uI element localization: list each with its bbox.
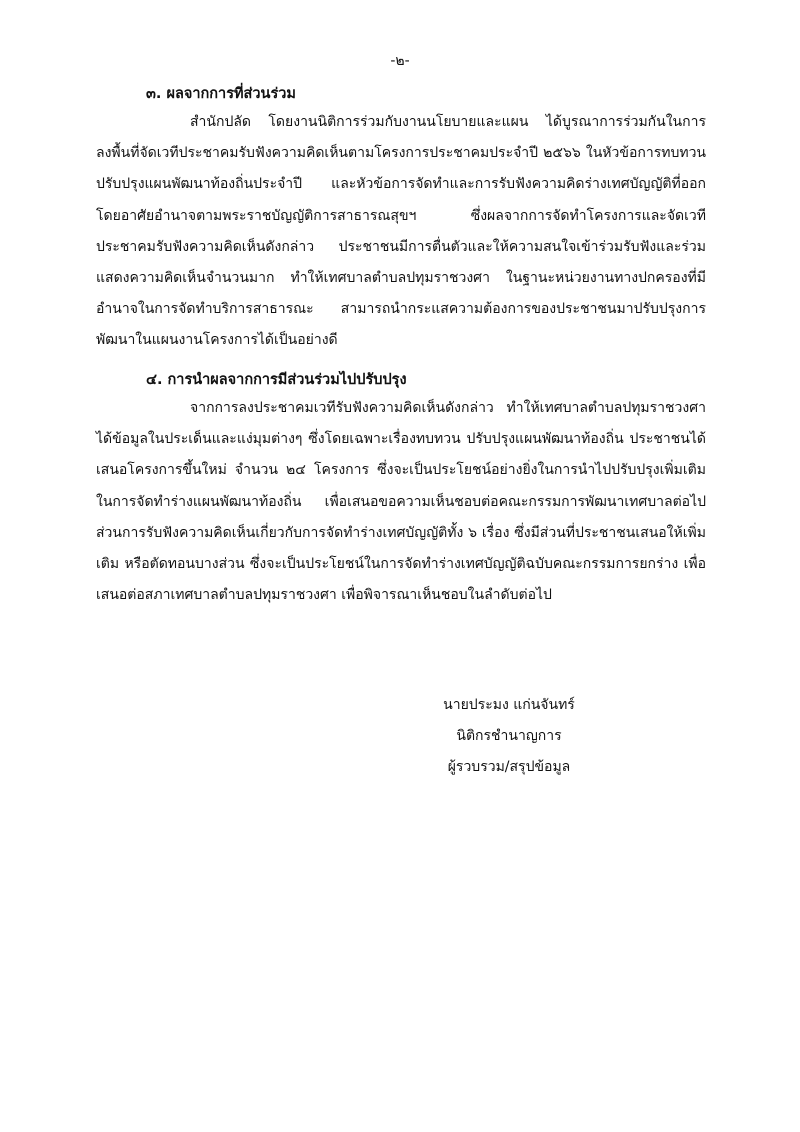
signer-name: นายประมง แก่นจันทร์ bbox=[443, 697, 575, 713]
signature-block bbox=[400, 690, 618, 784]
section-heading-4: ๔. การนำผลจากการมีส่วนร่วมไปปรับปรุง bbox=[146, 372, 407, 388]
signer-role: ผู้รวบรวม/สรุปข้อมูล bbox=[447, 759, 571, 776]
page-number: -๒- bbox=[390, 53, 410, 69]
section-body-4: จากการลงประชาคมเวทีรับฟังความคิดเห็นดังกล่าว ทำให้เทศบาลตำบลปทุมราชวงศาได้ข้อมูลในประเด็นและแง่มุมต่างๆ ซึ่งโดยเฉพาะเรื่องทบทวน ปรับปรุงแผนพัฒนาท้องถิ่น ประชาชนได้เสนอโครงการขึ้นใหม่ จำนวน ๒๔ โครงการ ซึ่งจะเป็นประโยชน์อย่างยิ่งในการนำไปปรับปรุงเพิ่มเติมในการจัดทำร่างแผนพัฒนาท้องถิ่น เพื่อเสนอขอความเห็นชอบต่อคณะกรรมการพัฒนาเทศบาลต่อไป ส่วนการรับฟังความคิดเห็นเกี่ยวกับการจัดทำร่างเทศบัญญัติทั้ง ๖ เรื่อง ซึ่งมีส่วนที่ประชาชนเสนอให้เพิ่มเติม หรือตัดทอนบางส่วน ซึ่งจะเป็นประโยชน์ในการจัดทำร่างเทศบัญญัติฉบับคณะกรรมการยกร่าง เพื่อเสนอต่อสภาเทศบาลตำบลปทุมราชวงศา เพื่อพิจารณาเห็นชอบในลำดับต่อไป bbox=[96, 400, 706, 604]
signer-position: นิติกรชำนาญการ bbox=[456, 728, 562, 745]
section-heading-3: ๓. ผลจากการที่ส่วนร่วม bbox=[146, 86, 296, 102]
section-body-3: สำนักปลัด โดยงานนิติการร่วมกับงานนโยบายและแผน ได้บูรณาการร่วมกันในการลงพื้นที่จัดเวทีประชาคมรับฟังความคิดเห็นตามโครงการประชาคมประจำปี ๒๕๖๖ ในหัวข้อการทบทวน ปรับปรุงแผนพัฒนาท้องถิ่นประจำปี และหัวข้อการจัดทำและการรับฟังความคิดร่างเทศบัญญัติที่ออกโดยอาศัยอำนาจตามพระราชบัญญัติการสาธารณสุขฯ ซึ่งผลจากการจัดทำโครงการและจัดเวทีประชาคมรับฟังความคิดเห็นดังกล่าว ประชาชนมีการตื่นตัวและให้ความสนใจเข้าร่วมรับฟังและร่วมแสดงความคิดเห็นจำนวนมาก ทำให้เทศบาลตำบลปทุมราชวงศา ในฐานะหน่วยงานทางปกครองที่มีอำนาจในการจัดทำบริการสาธารณะ สามารถนำกระแสความต้องการของประชาชนมาปรับปรุงการพัฒนาในแผนงานโครงการได้เป็นอย่างดี bbox=[96, 114, 706, 349]
